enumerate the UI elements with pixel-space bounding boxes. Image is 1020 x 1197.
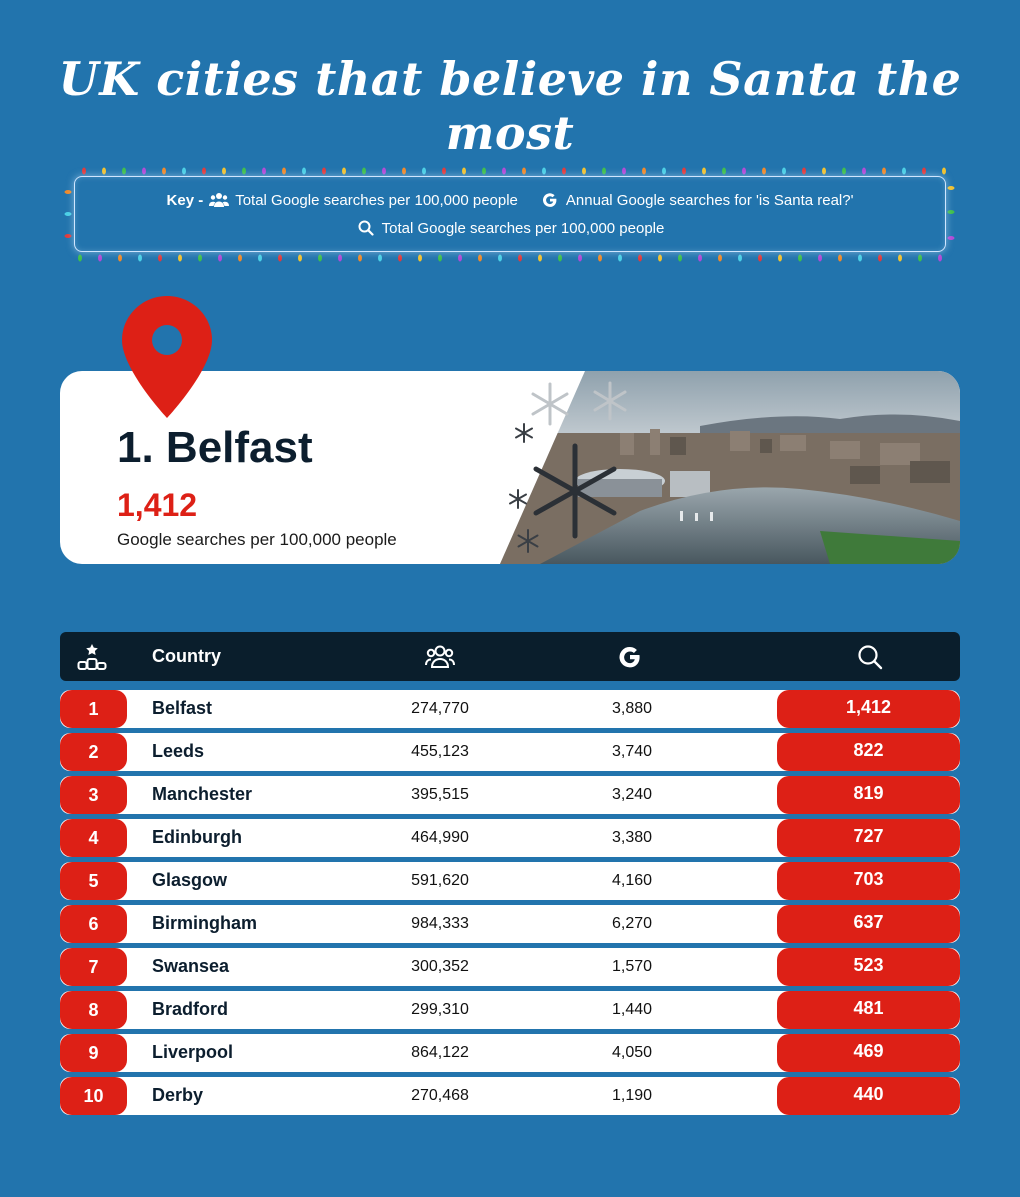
light-bulb <box>802 168 806 175</box>
light-bulb <box>118 255 122 262</box>
light-bulb <box>682 168 686 175</box>
city-name: Birmingham <box>152 913 258 933</box>
population-value: 984,333 <box>411 915 469 932</box>
searches-per-100k-value: 481 <box>777 991 960 1029</box>
page-title: UK cities that believe in Santa the most <box>58 52 962 160</box>
table-row <box>60 862 960 900</box>
rank-badge: 5 <box>60 862 127 900</box>
annual-searches-value: 3,380 <box>611 829 653 846</box>
annual-searches-value: 3,740 <box>611 743 653 760</box>
light-bulb <box>242 168 246 175</box>
population-value: 299,310 <box>411 1001 469 1018</box>
light-bulb <box>98 255 102 262</box>
table-row <box>60 819 960 857</box>
annual-searches-value: 1,190 <box>611 1087 653 1104</box>
city-name: Belfast <box>152 698 213 718</box>
searches-per-100k-value: 523 <box>777 948 960 986</box>
light-bulb <box>702 168 706 175</box>
population-value: 864,122 <box>411 1044 469 1061</box>
light-bulb <box>78 255 82 262</box>
population-value: 270,468 <box>411 1087 469 1104</box>
city-name: Leeds <box>152 741 205 761</box>
rank-badge: 4 <box>60 819 127 857</box>
table-row <box>60 776 960 814</box>
annual-searches-value: 4,160 <box>611 872 653 889</box>
light-bulb <box>362 168 366 175</box>
key-box <box>74 176 946 252</box>
light-bulb <box>65 190 72 194</box>
light-bulb <box>282 168 286 175</box>
table-row <box>60 690 960 728</box>
light-bulb <box>298 255 302 262</box>
light-bulb <box>262 168 266 175</box>
searches-per-100k-value: 727 <box>777 819 960 857</box>
light-bulb <box>478 255 482 262</box>
light-bulb <box>818 255 822 262</box>
light-bulb <box>698 255 702 262</box>
light-bulb <box>902 168 906 175</box>
google-g-icon <box>605 632 655 681</box>
light-bulb <box>222 168 226 175</box>
light-bulb <box>458 255 462 262</box>
light-bulb <box>918 255 922 262</box>
light-bulb <box>742 168 746 175</box>
light-bulb <box>138 255 142 262</box>
search-icon <box>356 219 376 237</box>
searches-per-100k-value: 637 <box>777 905 960 943</box>
winner-value: 1,412 <box>117 487 198 523</box>
searches-per-100k-value: 822 <box>777 733 960 771</box>
light-bulb <box>202 168 206 175</box>
searches-per-100k-value: 819 <box>777 776 960 814</box>
light-bulb <box>622 168 626 175</box>
population-value: 455,123 <box>411 743 469 760</box>
light-bulb <box>258 255 262 262</box>
key-item-people: Total Google searches per 100,000 people <box>235 191 518 209</box>
rank-badge: 1 <box>60 690 127 728</box>
light-bulb <box>922 168 926 175</box>
population-value: 395,515 <box>411 786 469 803</box>
city-name: Glasgow <box>152 870 228 890</box>
light-bulb <box>378 255 382 262</box>
population-value: 274,770 <box>411 700 469 717</box>
light-bulb <box>518 255 522 262</box>
light-bulb <box>678 255 682 262</box>
light-bulb <box>418 255 422 262</box>
searches-per-100k-value: 440 <box>777 1077 960 1115</box>
rank-badge: 8 <box>60 991 127 1029</box>
city-name: Swansea <box>152 956 230 976</box>
table-row <box>60 733 960 771</box>
annual-searches-value: 4,050 <box>611 1044 653 1061</box>
light-bulb <box>722 168 726 175</box>
table-row <box>60 1077 960 1115</box>
light-bulb <box>358 255 362 262</box>
rank-badge: 6 <box>60 905 127 943</box>
light-bulb <box>178 255 182 262</box>
light-bulb <box>65 212 72 216</box>
rank-badge: 9 <box>60 1034 127 1072</box>
light-bulb <box>878 255 882 262</box>
light-bulb <box>318 255 322 262</box>
light-bulb <box>882 168 886 175</box>
key-legend <box>62 162 958 266</box>
light-bulb <box>562 168 566 175</box>
light-bulb <box>482 168 486 175</box>
light-bulb <box>738 255 742 262</box>
light-bulb <box>618 255 622 262</box>
light-bulb <box>858 255 862 262</box>
population-value: 464,990 <box>411 829 469 846</box>
light-bulb <box>538 255 542 262</box>
light-bulb <box>948 186 955 190</box>
light-bulb <box>778 255 782 262</box>
light-bulb <box>842 168 846 175</box>
rank-badge: 2 <box>60 733 127 771</box>
light-bulb <box>238 255 242 262</box>
light-bulb <box>382 168 386 175</box>
light-bulb <box>198 255 202 262</box>
header-country: Country <box>152 646 221 666</box>
light-bulb <box>582 168 586 175</box>
light-bulb <box>462 168 466 175</box>
light-bulb <box>942 168 946 175</box>
light-bulb <box>782 168 786 175</box>
light-bulb <box>948 210 955 214</box>
light-bulb <box>498 255 502 262</box>
light-bulb <box>642 168 646 175</box>
rank-badge: 3 <box>60 776 127 814</box>
annual-searches-value: 1,440 <box>611 1001 653 1018</box>
people-icon <box>415 632 465 681</box>
city-name: Edinburgh <box>152 827 242 847</box>
light-bulb <box>442 168 446 175</box>
light-bulb <box>758 255 762 262</box>
light-bulb <box>158 255 162 262</box>
light-bulb <box>522 168 526 175</box>
light-bulb <box>638 255 642 262</box>
light-bulb <box>302 168 306 175</box>
light-bulb <box>322 168 326 175</box>
light-bulb <box>558 255 562 262</box>
light-bulb <box>542 168 546 175</box>
light-bulb <box>162 168 166 175</box>
annual-searches-value: 1,570 <box>611 958 653 975</box>
map-pin-icon <box>120 294 214 420</box>
table-row <box>60 905 960 943</box>
city-name: Bradford <box>152 999 228 1019</box>
light-bulb <box>718 255 722 262</box>
light-bulb <box>82 168 86 175</box>
rank-badge: 10 <box>60 1077 127 1115</box>
light-bulb <box>938 255 942 262</box>
people-icon <box>209 191 229 209</box>
searches-per-100k-value: 1,412 <box>777 690 960 728</box>
light-bulb <box>798 255 802 262</box>
city-name: Manchester <box>152 784 253 804</box>
belfast-photo <box>500 371 960 564</box>
light-bulb <box>438 255 442 262</box>
key-item-google: Annual Google searches for 'is Santa real?' <box>565 191 854 209</box>
searches-per-100k-value: 469 <box>777 1034 960 1072</box>
light-bulb <box>662 168 666 175</box>
light-bulb <box>502 168 506 175</box>
light-bulb <box>342 168 346 175</box>
key-item-search: Total Google searches per 100,000 people <box>381 219 665 237</box>
light-bulb <box>658 255 662 262</box>
light-bulb <box>822 168 826 175</box>
light-bulb <box>578 255 582 262</box>
table-row <box>60 948 960 986</box>
podium-icon <box>74 632 110 681</box>
population-value: 300,352 <box>411 958 469 975</box>
annual-searches-value: 6,270 <box>611 915 653 932</box>
light-bulb <box>122 168 126 175</box>
winner-name: 1. Belfast <box>117 423 313 472</box>
winner-subtitle: Google searches per 100,000 people <box>117 530 397 549</box>
rank-badge: 7 <box>60 948 127 986</box>
light-bulb <box>602 168 606 175</box>
annual-searches-value: 3,240 <box>611 786 653 803</box>
city-name: Liverpool <box>152 1042 234 1062</box>
light-bulb <box>762 168 766 175</box>
light-bulb <box>182 168 186 175</box>
light-bulb <box>398 255 402 262</box>
light-bulb <box>898 255 902 262</box>
annual-searches-value: 3,880 <box>611 700 653 717</box>
light-bulb <box>218 255 222 262</box>
search-icon <box>845 632 895 681</box>
searches-per-100k-value: 703 <box>777 862 960 900</box>
light-bulb <box>862 168 866 175</box>
light-bulb <box>102 168 106 175</box>
light-bulb <box>278 255 282 262</box>
google-g-icon <box>540 191 560 209</box>
light-bulb <box>598 255 602 262</box>
table-row <box>60 991 960 1029</box>
light-bulb <box>65 234 72 238</box>
light-bulb <box>338 255 342 262</box>
light-bulb <box>402 168 406 175</box>
light-bulb <box>142 168 146 175</box>
table-header <box>60 632 960 681</box>
city-name: Derby <box>152 1085 204 1105</box>
light-bulb <box>948 236 955 240</box>
key-label: Key - <box>166 191 204 209</box>
table-row <box>60 1034 960 1072</box>
light-bulb <box>422 168 426 175</box>
light-bulb <box>838 255 842 262</box>
population-value: 591,620 <box>411 872 469 889</box>
